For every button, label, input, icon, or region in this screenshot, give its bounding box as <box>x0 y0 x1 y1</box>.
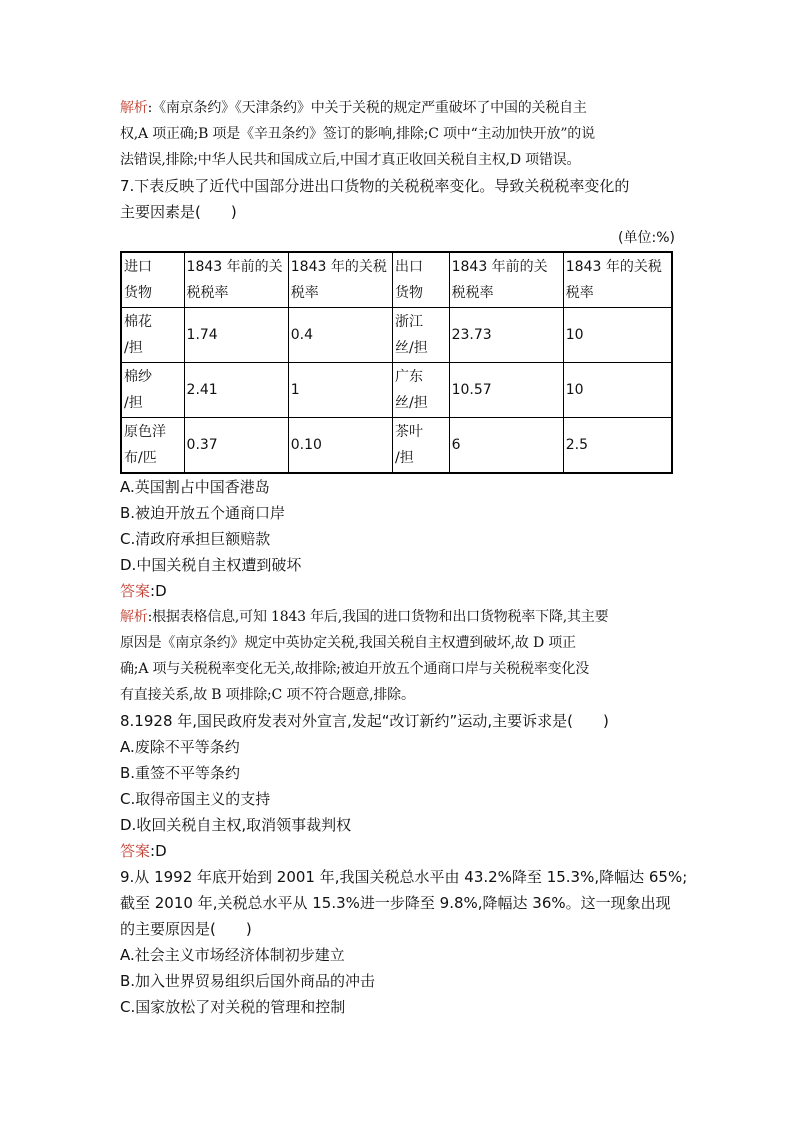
question-stem: 的主要原因是( ) <box>120 920 252 938</box>
explanation-label: 解析 <box>120 609 148 625</box>
tariff-table <box>120 251 673 474</box>
header-export-goods: 出口 货物 <box>393 252 450 308</box>
table-row <box>121 363 672 418</box>
import-goods-cell: 棉纱 /担 <box>121 363 184 418</box>
question-8 <box>120 708 675 864</box>
option-b: B.加入世界贸易组织后国外商品的冲击 <box>120 972 376 990</box>
rate-cell: 2.41 <box>184 363 288 418</box>
question-stem: 8.1928 年,国民政府发表对外宣言,发起“改订新约”运动,主要诉求是( ) <box>120 712 609 730</box>
table-header-row <box>121 252 672 308</box>
answer-line <box>120 838 675 864</box>
export-goods-cell: 浙江 丝/担 <box>393 308 450 363</box>
explanation-q7 <box>120 604 675 708</box>
option-c: C.清政府承担巨额赔款 <box>120 530 271 548</box>
explanation-line: 权,A 项正确;B 项是《辛丑条约》签订的影响,排除;C 项中“主动加快开放”的说 <box>120 126 595 142</box>
option-d: D.中国关税自主权遭到破坏 <box>120 556 302 574</box>
option-b: B.被迫开放五个通商口岸 <box>120 504 286 522</box>
header-import-rate-before: 1843 年前的关 税税率 <box>184 252 288 308</box>
table-row <box>121 308 672 363</box>
export-goods-cell: 广东 丝/担 <box>393 363 450 418</box>
option-c: C.国家放松了对关税的管理和控制 <box>120 998 346 1016</box>
explanation-line: 有直接关系,故 B 项排除;C 项不符合题意,排除。 <box>120 687 415 703</box>
rate-cell: 2.5 <box>563 418 672 474</box>
option-a: A.社会主义市场经济体制初步建立 <box>120 946 345 964</box>
option-b: B.重签不平等条约 <box>120 764 241 782</box>
option-a: A.废除不平等条约 <box>120 738 240 756</box>
import-goods-cell: 原色洋 布/匹 <box>121 418 184 474</box>
rate-cell: 0.4 <box>288 308 392 363</box>
question-stem: 主要因素是( ) <box>120 203 237 221</box>
answer-label: 答案 <box>120 842 151 860</box>
header-export-rate-before: 1843 年前的关 税税率 <box>449 252 563 308</box>
rate-cell: 1 <box>288 363 392 418</box>
rate-cell: 1.74 <box>184 308 288 363</box>
explanation-label: 解析 <box>120 100 148 116</box>
document-page <box>120 95 688 1020</box>
option-d: D.收回关税自主权,取消领事裁判权 <box>120 816 352 834</box>
rate-cell: 10.57 <box>449 363 563 418</box>
header-import-rate-1843: 1843 年的关税 税率 <box>288 252 392 308</box>
question-stem: 7.下表反映了近代中国部分进出口货物的关税税率变化。导致关税税率变化的 <box>120 177 630 195</box>
export-goods-cell: 茶叶 /担 <box>393 418 450 474</box>
explanation-line: 原因是《南京条约》规定中英协定关税,我国关税自主权遭到破坏,故 D 项正 <box>120 635 576 651</box>
question-stem: 截至 2010 年,关税总水平从 15.3%进一步降至 9.8%,降幅达 36%。这一现象出现 <box>120 894 671 912</box>
rate-cell: 10 <box>563 363 672 418</box>
answer-label: 答案 <box>120 582 151 600</box>
import-goods-cell: 棉花 /担 <box>121 308 184 363</box>
option-c: C.取得帝国主义的支持 <box>120 790 271 808</box>
option-a: A.英国割占中国香港岛 <box>120 478 270 496</box>
question-7 <box>120 173 675 604</box>
answer-value: :D <box>150 582 167 600</box>
explanation-line: 解析:《南京条约》《天津条约》中关于关税的规定严重破坏了中国的关税自主 <box>120 100 587 116</box>
explanation-line: 解析:根据表格信息,可知 1843 年后,我国的进口货物和出口货物税率下降,其主要 <box>120 609 609 625</box>
table-row <box>121 418 672 474</box>
explanation-line: 法错误,排除;中华人民共和国成立后,中国才真正收回关税自主权,D 项错误。 <box>120 152 581 168</box>
question-9 <box>120 864 688 1020</box>
answer-line <box>120 578 675 604</box>
rate-cell: 23.73 <box>449 308 563 363</box>
rate-cell: 6 <box>449 418 563 474</box>
question-stem: 9.从 1992 年底开始到 2001 年,我国关税总水平由 43.2%降至 15.3%,降幅达 65%; <box>120 868 688 886</box>
rate-cell: 0.10 <box>288 418 392 474</box>
header-import-goods: 进口 货物 <box>121 252 184 308</box>
header-export-rate-1843: 1843 年的关税 税率 <box>563 252 672 308</box>
rate-cell: 0.37 <box>184 418 288 474</box>
explanation-q6 <box>120 95 675 173</box>
table-unit: (单位:%) <box>618 230 675 246</box>
rate-cell: 10 <box>563 308 672 363</box>
answer-value: :D <box>150 842 167 860</box>
explanation-line: 确;A 项与关税税率变化无关,故排除;被迫开放五个通商口岸与关税税率变化没 <box>120 661 590 677</box>
